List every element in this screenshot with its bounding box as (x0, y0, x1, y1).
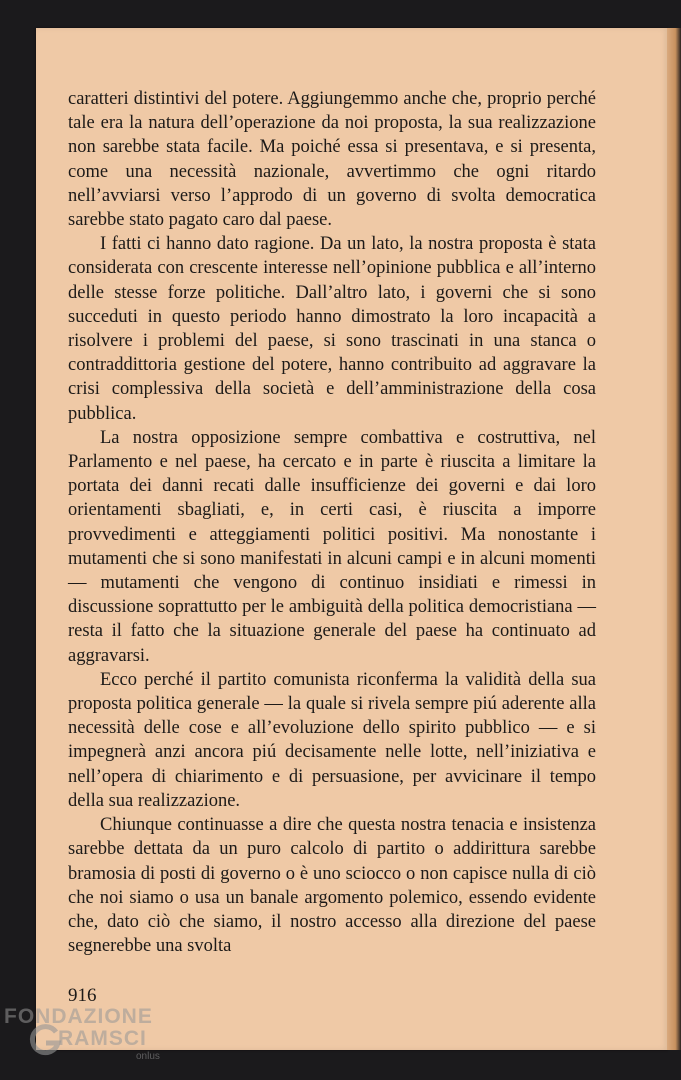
watermark-line1: FONDAZIONE (4, 1005, 153, 1028)
body-text (68, 87, 596, 958)
fondazione-gramsci-watermark (2, 1003, 177, 1080)
paragraph: Chiunque continuasse a dire che questa nostra tenacia e insistenza sarebbe dettata da un puro calcolo di partito o addirittura sarebbe bramosia di posti di governo o è uno sciocco o non capisce nulla di ciò che noi siamo o usa un banale argomento polemico, essendo evidente che, dato ciò che siamo, il nostro accesso alla direzione del paese segnerebbe una svolta (68, 815, 596, 957)
gramsci-g-icon (28, 1023, 62, 1057)
paragraph: Ecco perché il partito comunista riconferma la validità della sua proposta politica generale — la quale si rivela sempre piú aderente alla necessità delle cose e all’evoluzione dello spirito pubblico — e si impegnerà anzi ancora piú decisamente nelle lotte, nell’iniziativa e nell’opera di chiarimento e di persuasione, per avvicinare il tempo della sua realizzazione. (68, 669, 596, 811)
paragraph: I fatti ci hanno dato ragione. Da un lato, la nostra proposta è stata considerata con crescente interesse nell’opinione pubblica e all’interno delle stesse forze politiche. Dall’altro lato, i governi che si sono succeduti in questo periodo hanno dimostrato la loro incapacità a risolvere i problemi del paese, si sono trascinati in una stanca o contraddittoria gestione del potere, hanno contribuito ad aggravare la crisi complessiva della società e dell’amministrazione della cosa pubblica. (68, 234, 596, 424)
page-number: 916 (68, 985, 97, 1006)
paragraph: La nostra opposizione sempre combattiva e costruttiva, nel Parlamento e nel paese, ha cercato e in parte è riuscita a limitare la portata dei danni recati dalle insufficienze dei governi e dai loro orientamenti sbagliati, e, in certi casi, è riuscita a imporre provvedimenti e atteggiamenti politici positivi. Ma nonostante i mutamenti che si sono manifestati in alcuni campi e in alcuni momenti — mutamenti che vengono di continuo insidiati e rimessi in discussione soprattutto per le ambiguità della politica democristiana — resta il fatto che la situazione generale del paese ha continuato ad aggravarsi. (68, 427, 596, 666)
page-edge (667, 28, 681, 1050)
paragraph: caratteri distintivi del potere. Aggiungemmo anche che, proprio perché tale era la natura dell’operazione da noi proposta, la sua realizzazione non sarebbe stata facile. Ma poiché essa si presentava, e si presenta, come una necessità nazionale, avvertimmo che ogni ritardo nell’avviarsi verso l’approdo di un governo di svolta democratica sarebbe stato pagato caro dal paese. (68, 89, 596, 231)
watermark-line2: RAMSCI (58, 1027, 147, 1050)
watermark-suffix: onlus (136, 1051, 160, 1062)
